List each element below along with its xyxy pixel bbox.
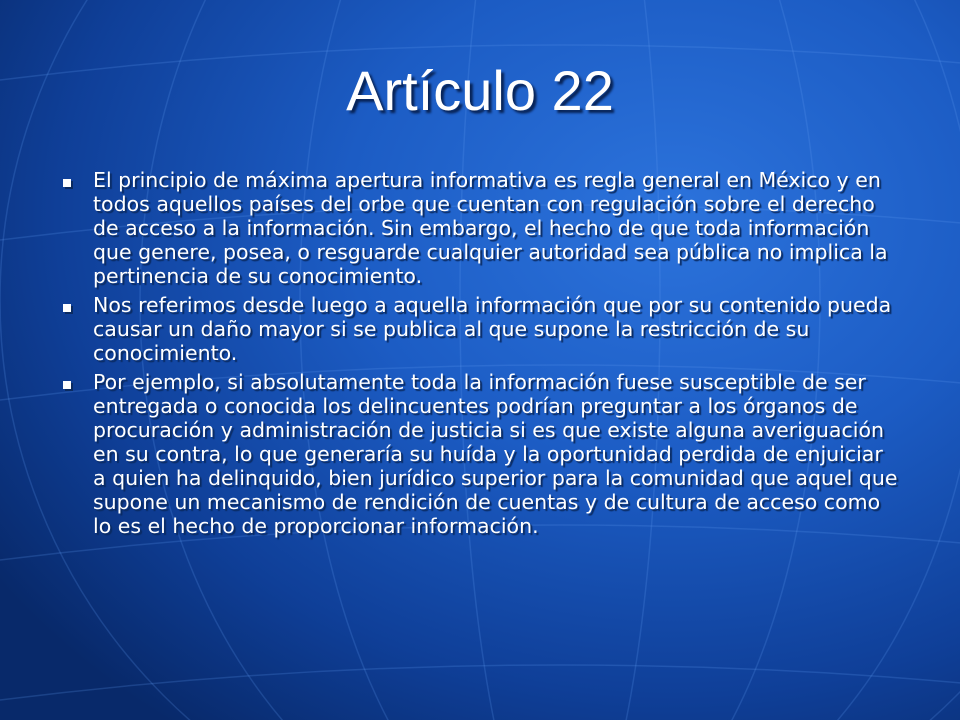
bullet-text: Nos referimos desde luego a aquella información que por su contenido pueda causar un daño mayor si se publica al que supone la restricción de su conocimiento. xyxy=(93,293,892,365)
bullet-text: El principio de máxima apertura informativa es regla general en México y en todos aquellos países del orbe que cuentan con regulación sobre el derecho de acceso a la información. Sin embargo, el hecho de que toda información que genere, posea, o resguarde cualquier autoridad sea pública no implica la pertinencia de su conocimiento. xyxy=(93,168,888,288)
square-bullet-icon xyxy=(63,304,71,312)
square-bullet-icon xyxy=(63,381,71,389)
slide-title: Artículo 22 xyxy=(346,59,614,122)
bullet-item xyxy=(60,168,900,288)
bullet-item xyxy=(60,370,900,538)
bullet-list xyxy=(60,168,900,543)
square-bullet-icon xyxy=(63,179,71,187)
bullet-text: Por ejemplo, si absolutamente toda la información fuese susceptible de ser entregada o conocida los delincuentes podrían preguntar a los órganos de procuración y administración de justicia si es que existe alguna averiguación en su contra, lo que generaría su huída y la oportunidad perdida de enjuiciar a quien ha delinquido, bien jurídico superior para la comunidad que aquel que supone un mecanismo de rendición de cuentas y de cultura de acceso como lo es el hecho de proporcionar información. xyxy=(93,370,898,538)
bullet-item xyxy=(60,293,900,365)
